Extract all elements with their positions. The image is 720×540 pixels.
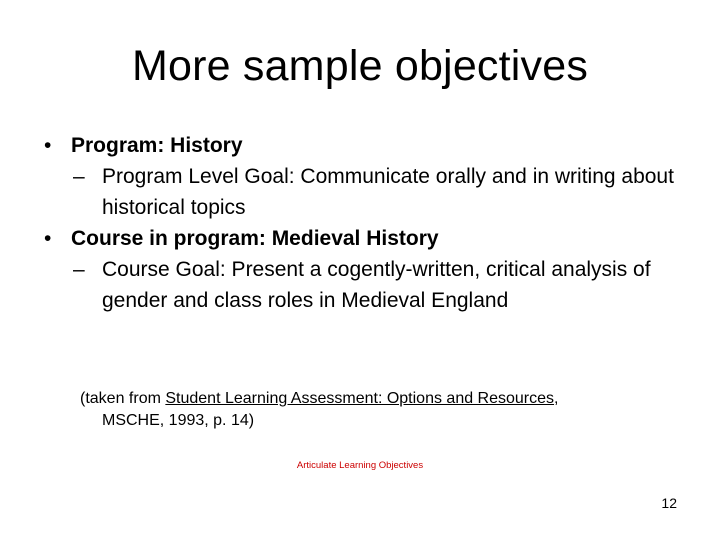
footer-label: Articulate Learning Objectives — [296, 460, 424, 471]
sub-bullet-text: Program Level Goal: Communicate orally and in writing about historical topics — [102, 165, 674, 219]
citation — [80, 388, 680, 432]
dash-marker: – — [73, 258, 85, 281]
citation-prefix: (taken from — [80, 390, 166, 407]
sub-bullet-text: Course Goal: Present a cogently-written, critical analysis of gender and class roles in Medieval England — [102, 258, 651, 312]
sub-bullet-program-goal — [44, 161, 684, 223]
sub-bullet-course-goal — [44, 254, 684, 316]
page-number: 12 — [661, 495, 677, 511]
bullet-marker: • — [44, 227, 52, 250]
bullet-text: Course in program: Medieval History — [71, 227, 439, 250]
bullet-marker: • — [44, 134, 52, 157]
citation-line2: MSCHE, 1993, p. 14) — [102, 412, 255, 429]
bullet-item-program — [44, 130, 684, 161]
slide-title: More sample objectives — [131, 42, 589, 90]
dash-marker: – — [73, 165, 85, 188]
citation-suffix: , — [554, 390, 559, 407]
bullet-list — [44, 130, 684, 316]
bullet-item-course — [44, 223, 684, 254]
citation-source: Student Learning Assessment: Options and Resources — [165, 390, 555, 407]
bullet-text: Program: History — [71, 134, 243, 157]
